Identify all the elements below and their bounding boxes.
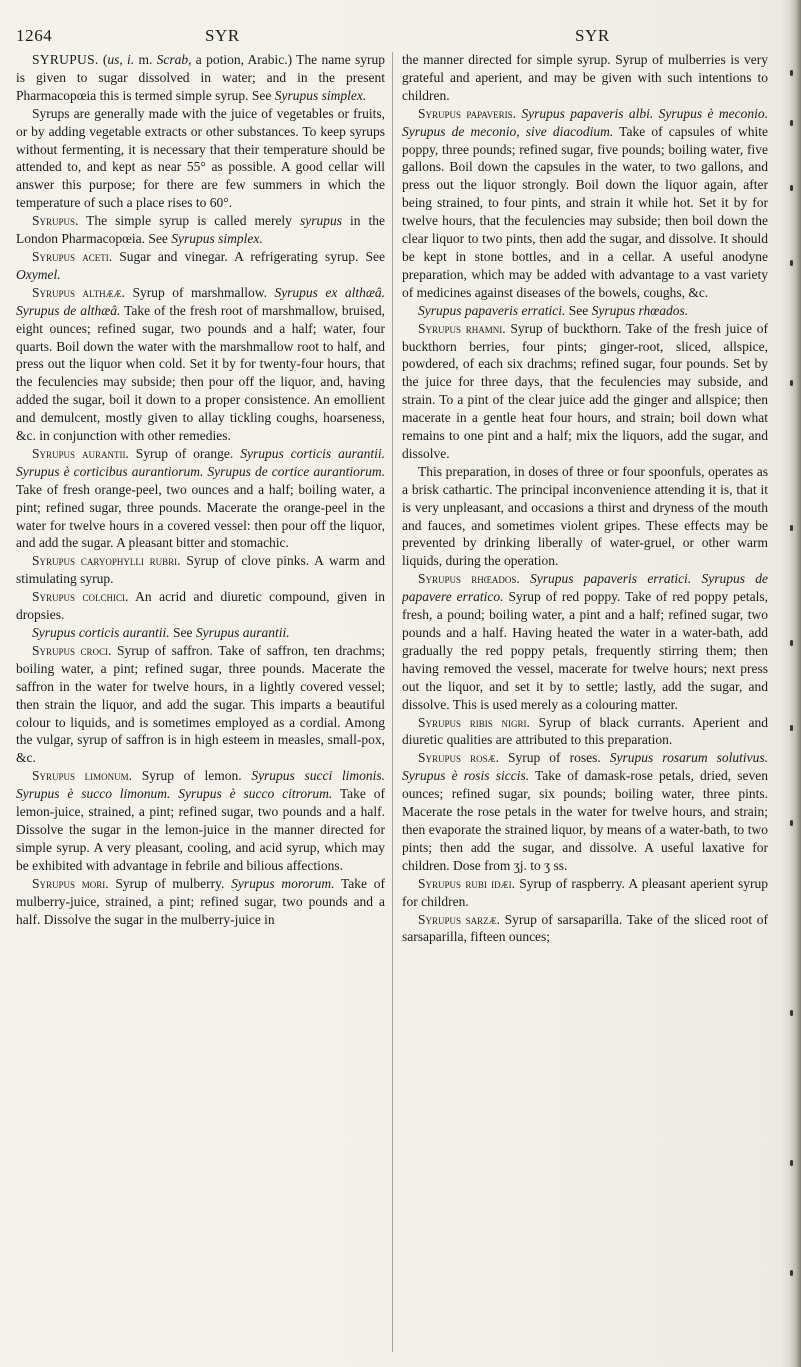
entry-text: Syrupus mororum. (231, 875, 335, 891)
binding-mark (790, 260, 793, 266)
entry-text: Syrupus aurantii. (195, 625, 290, 640)
entry-text: Syrup of lemon. (132, 768, 252, 784)
entry-text: Syrupus papaveris albi. Syrupus è meconio. Syrupus de meconio, sive diacodium. (402, 105, 768, 139)
entry-heading: Syrupus ribis nigri. (418, 714, 530, 730)
entry-text: the manner directed for simple syrup. Syrup of mulberries is very grateful and aperient, and may be given with such intentions to children. (402, 52, 768, 103)
dictionary-entry (402, 463, 768, 570)
entry-text: Syrup of buckthorn. Take of the fresh juice of buckthorn berries, four pints; ginger-root, sliced, allspice, powdered, of each six drachms; refined sugar, four pounds. Set by the juice for three days, that the feculencies may subside, and strain. To a pint of the clear juice add the ginger and allspice; then macerate in a gentle heat four hours, and strain; boil down what remains to one pint and a half; mix the liquors, add the sugar, and dissolve. (402, 320, 768, 461)
entry-text: Syrupus simplex. (171, 231, 263, 247)
entry-text: Syrupus papaveris erratici. Syrupus de papavere erratico. (402, 571, 768, 605)
entry-text: See (169, 625, 196, 640)
page-binding-edge (781, 0, 801, 1367)
dictionary-entry (16, 642, 385, 767)
entry-text: Scrab, (156, 52, 192, 67)
binding-mark (790, 820, 793, 826)
entry-heading: Syrupus mori. (32, 875, 109, 891)
page-header (0, 8, 801, 45)
dictionary-entry (16, 445, 385, 552)
entry-text: Take of fresh orange-peel, two ounces and a half; boiling water, a pint; refined sugar, three pounds. Macerate the orange-peel in the water for twelve hours in a covered vessel: then pour off the liquor, and add the sugar. A pleasant bitter and stomachic. (16, 481, 385, 551)
entry-text: Take of mulberry-juice, strained, a pint; refined sugar, two pounds and a half. Dissolve the sugar in the mulberry-juice in (16, 875, 385, 927)
entry-text: Syrupus rhœados. (591, 302, 689, 318)
entry-text: Syrupus simplex. (274, 87, 367, 103)
entry-heading: Syrupus colchici. (32, 589, 129, 605)
entry-text: Syrup of mulberry. (108, 875, 232, 891)
entry-text: ( (98, 52, 108, 67)
entry-text: This preparation, in doses of three or four spoonfuls, operates as a brisk cathartic. The principal inconvenience attending it is, that it is very unpleasant, and occasions a thirst and dryness of the mouth and fauces, and sometimes violent gripes. These effects may be prevented by drinking liberally of water-gruel, or other warm liquids, during the operation. (402, 463, 768, 569)
running-head-left: SYR (205, 26, 240, 45)
dictionary-entry (402, 911, 768, 947)
left-text-column (16, 51, 385, 1359)
entry-text: The simple syrup is called merely (78, 213, 300, 229)
entry-text: Syrupus corticis aurantii. (32, 625, 170, 640)
entry-text: Take of lemon-juice, strained, a pint; refined sugar, two pounds and a half. Dissolve the sugar in the lemon-juice in the manner directed for simple syrup. A very pleasant, cooling, and acid syrup, which may be exhibited with advantage in febrile and bilious affections. (16, 786, 385, 873)
entry-heading: Syrupus papaveris. (418, 105, 516, 121)
dictionary-entry (16, 875, 385, 929)
entry-heading: Syrupus rosæ. (418, 750, 499, 766)
entry-text: Sugar and vinegar. A refrigerating syrup. See (112, 248, 385, 264)
dictionary-entry (402, 749, 768, 874)
entry-text: Take of capsules of white poppy, three pounds; refined sugar, five pounds; boiling water, five gallons. Boil down the capsules in the water, to two gallons, and press out the liquor strongly. Boil down the liquor again, after being strained, to four pints, and strain it while hot. Set it by for twelve hours, that the feculencies may subside; then boil down the clear liquor to two pints, then add the sugar, and dissolve. It should be kept in stone bottles, and in a cellar. A useful anodyne preparation, which may be added with advantage to a vast variety of medicines against diseases of the bowels, coughs, &c. (402, 123, 768, 300)
binding-mark (790, 525, 793, 531)
entry-text: Syrup of marshmallow. (125, 284, 275, 300)
dictionary-entry (16, 248, 385, 284)
entry-text: in the London Pharmacopœia. See (16, 213, 385, 247)
entry-heading: Syrupus limonum. (32, 768, 133, 784)
dictionary-entry (16, 624, 385, 642)
page-number: 1264 (16, 26, 53, 45)
dictionary-entry (402, 570, 768, 713)
entry-text: Syrups are generally made with the juice of vegetables or fruits, or by adding vegetable extracts or other substances. To keep syrups without fermenting, it is necessary that their temperature should be attended to, and kept as near 55° as possible. A good cellar will answer this purpose; for there are few summers in which the temperature of such a place rises to 60°. (16, 105, 385, 211)
entry-text: Syrupus corticis aurantii. Syrupus è corticibus aurantiorum. Syrupus de cortice aurantiorum. (16, 445, 385, 479)
entry-text: Take of the fresh root of marshmallow, bruised, eight ounces; refined sugar, two pounds and a half; water, four quarts. Boil down the water with the marshmallow root to half, and press out the liquor when cold. Set it by for twenty-four hours, that the feculencies may subside; then pour off the liquor, and, having added the sugar, boil it down to a proper consistence. An emollient and demulcent, mostly given to allay tickling coughs, hoarseness, &c. in conjunction with other remedies. (16, 302, 385, 444)
entry-text: An acrid and diuretic compound, given in dropsies. (16, 589, 385, 623)
column-divider (392, 52, 393, 1352)
entry-text: Syrup of roses. (498, 750, 610, 766)
binding-mark (790, 380, 793, 386)
entry-text: Syrup of black currants. Aperient and diuretic qualities are attributed to this preparation. (402, 714, 768, 748)
entry-heading: Syrupus croci. (32, 642, 112, 658)
entry-heading: Syrupus aceti. (32, 248, 113, 264)
running-head-right: SYR (575, 26, 610, 45)
entry-text: Syrup of saffron. Take of saffron, ten drachms; boiling water, a pint; refined sugar, three pounds. Macerate the saffron in the water for twelve hours, in a lightly covered vessel; then strain the liquor, and add the sugar. This imparts a beautiful colour to liquids, and is sometimes employed as a cordial. Among the vulgar, syrup of saffron is in high esteem in measles, small-pox, &c. (16, 642, 385, 766)
entry-heading: Syrupus althææ. (32, 284, 126, 300)
dictionary-entry (402, 875, 768, 911)
entry-text: Oxymel. (16, 266, 61, 282)
entry-text: a potion, Arabic.) The name syrup is given to sugar dissolved in water; and in the present Pharmacopœia this is termed simple syrup. See (16, 52, 385, 103)
dictionary-entry (16, 51, 385, 105)
binding-mark (790, 120, 793, 126)
entry-heading: Syrupus sarzæ. (418, 911, 501, 927)
entry-heading: Syrupus rhœados. (418, 571, 520, 587)
entry-text: Syrupus succi limonis. Syrupus è succo limonum. Syrupus è succo citrorum. (16, 768, 385, 802)
entry-text: m. (134, 52, 157, 67)
entry-text: See (565, 302, 592, 318)
entry-text: Syrup of orange. (128, 445, 241, 461)
dictionary-entry (402, 302, 768, 320)
dictionary-entry (16, 588, 385, 624)
entry-heading: Syrupus aurantii. (32, 445, 129, 461)
binding-mark (790, 185, 793, 191)
binding-mark (790, 70, 793, 76)
dictionary-entry (16, 767, 385, 874)
dictionary-entry (16, 212, 385, 248)
dictionary-entry (402, 105, 768, 302)
entry-text: us, i. (107, 52, 135, 67)
dictionary-entry (402, 51, 768, 105)
entry-heading: Syrupus rhamni. (418, 320, 506, 336)
entry-text: Syrup of red poppy. Take of red poppy petals, fresh, a pound; boiling water, a pint and a half; refined sugar, two pounds and a half. Having heated the water in a water-bath, add gradually the red poppy petals, frequently stirring them; then having removed the vessel, macerate for twelve hours; next press out the liquor, and set it by to settle; lastly, add the sugar, and dissolve. This is used merely as a colouring matter. (402, 589, 768, 712)
binding-mark (790, 725, 793, 731)
dictionary-entry (16, 105, 385, 212)
dictionary-entry (402, 320, 768, 463)
binding-mark (790, 1010, 793, 1016)
dictionary-entry (402, 714, 768, 750)
entry-heading: Syrupus caryophylli rubri. (32, 553, 181, 569)
entry-text (520, 571, 530, 586)
binding-mark (790, 1160, 793, 1166)
entry-text: Syrupus rosarum solutivus. Syrupus è rosis siccis. (402, 750, 768, 784)
entry-heading: Syrupus rubi idæi. (418, 875, 515, 891)
entry-text: syrupus (299, 213, 342, 229)
binding-mark (790, 1270, 793, 1276)
dictionary-entry (16, 552, 385, 588)
entry-text: Syrup of clove pinks. A warm and stimulating syrup. (16, 553, 385, 587)
entry-text: Syrup of sarsaparilla. Take of the sliced root of sarsaparilla, fifteen ounces; (402, 911, 768, 945)
entry-heading: Syrupus. (32, 213, 79, 229)
entry-text: Syrupus ex althæâ. Syrupus de althæâ. (16, 284, 385, 318)
entry-text: Syrupus papaveris erratici. (418, 302, 566, 318)
entry-text: Syrup of raspberry. A pleasant aperient syrup for children. (402, 875, 768, 909)
binding-mark (790, 640, 793, 646)
entry-text: Take of damask-rose petals, dried, seven ounces; refined sugar, six pounds; boiling water, three pints. Macerate the rose petals in the water for twelve hours, and strain; then evaporate the strained liquor, by means of a water-bath, to two pints; then add the sugar, and dissolve. A useful laxative for children. Dose from ʒj. to ʒ ss. (402, 768, 768, 873)
entry-heading: SYRUPUS. (32, 52, 99, 67)
dictionary-entry (16, 284, 385, 445)
right-text-column (402, 51, 768, 1359)
